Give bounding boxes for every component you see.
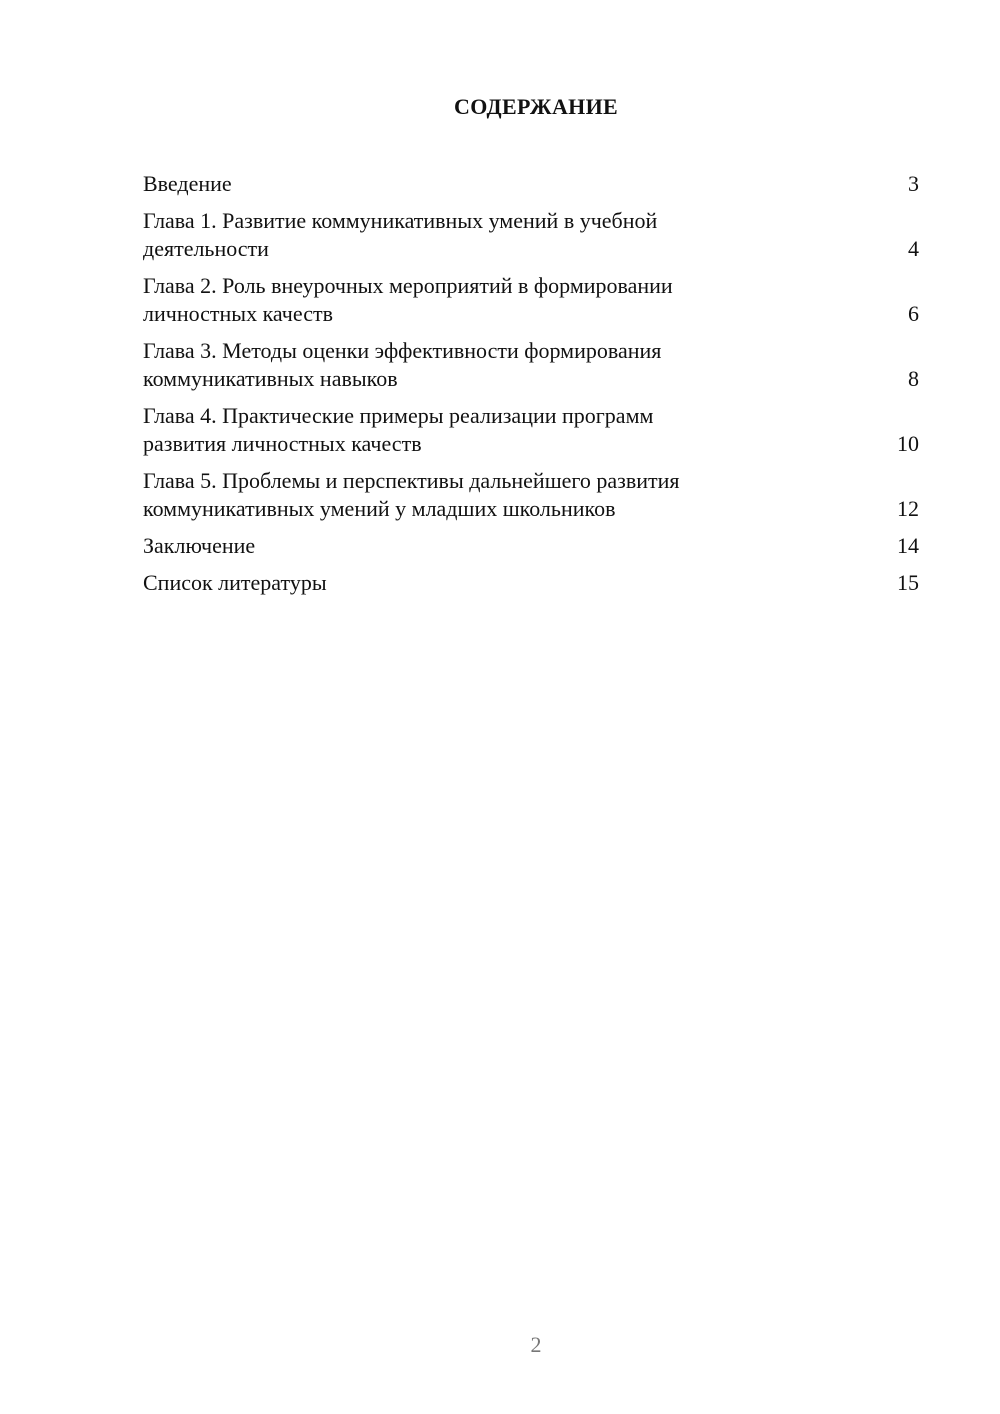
toc-entry-chapter-4 bbox=[143, 402, 919, 458]
toc-entry-page-number: 8 bbox=[908, 366, 919, 391]
toc-entry-title[interactable]: Глава 4. Практические примеры реализации программ развития личностных качеств bbox=[143, 403, 654, 456]
toc-entry-page-number: 15 bbox=[897, 570, 919, 595]
toc-entry-title[interactable]: Глава 5. Проблемы и перспективы дальнейшего развития коммуникативных умений у младших школьников bbox=[143, 468, 680, 521]
toc-entry-introduction bbox=[143, 170, 919, 198]
toc-entry-page-number: 10 bbox=[897, 431, 919, 456]
toc-entry-page-number: 4 bbox=[908, 236, 919, 261]
toc-entry-title[interactable]: Заключение bbox=[143, 533, 256, 558]
toc-entry-chapter-1 bbox=[143, 207, 919, 263]
toc-entry-chapter-2 bbox=[143, 272, 919, 328]
toc-entry-title[interactable]: Глава 3. Методы оценки эффективности формирования коммуникативных навыков bbox=[143, 338, 662, 391]
toc-entry-title[interactable]: Глава 1. Развитие коммуникативных умений в учебной деятельности bbox=[143, 208, 658, 261]
toc-entry-title[interactable]: Список литературы bbox=[143, 570, 327, 595]
toc-entry-chapter-3 bbox=[143, 337, 919, 393]
toc-entry-page-number: 3 bbox=[908, 171, 919, 196]
page-number: 2 bbox=[530, 1332, 542, 1357]
toc-entry-references bbox=[143, 569, 919, 597]
toc-entry-page-number: 12 bbox=[897, 496, 919, 521]
toc-entry-page-number: 14 bbox=[897, 533, 919, 558]
toc-entry-title[interactable]: Глава 2. Роль внеурочных мероприятий в формировании личностных качеств bbox=[143, 273, 673, 326]
toc-entry-page-number: 6 bbox=[908, 301, 919, 326]
toc-entry-conclusion bbox=[143, 532, 919, 560]
page-title: СОДЕРЖАНИЕ bbox=[454, 94, 618, 119]
table-of-contents bbox=[143, 170, 919, 606]
toc-entry-chapter-5 bbox=[143, 467, 919, 523]
toc-entry-title[interactable]: Введение bbox=[143, 171, 232, 196]
